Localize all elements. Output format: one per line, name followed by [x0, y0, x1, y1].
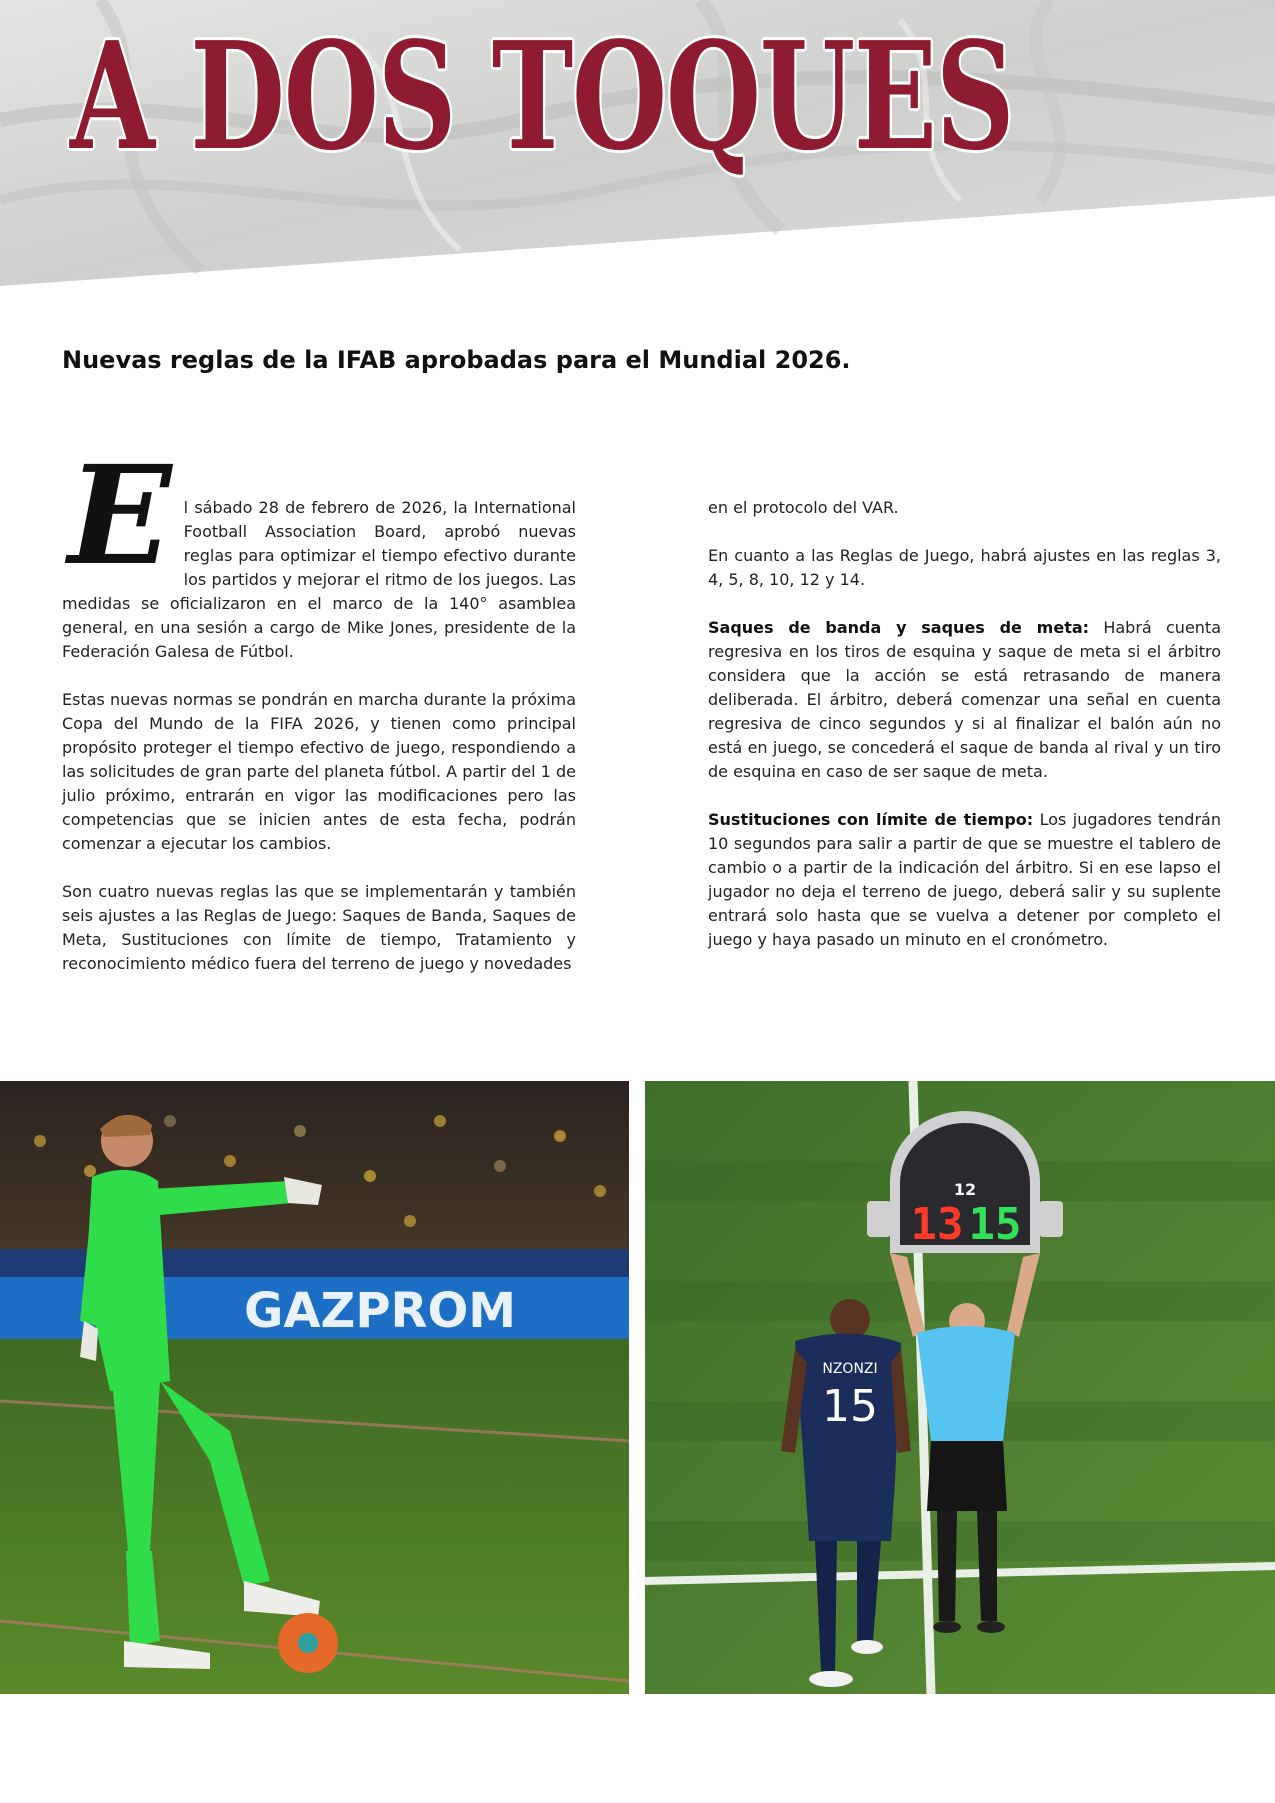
- goalkeeper-photo: [0, 1081, 629, 1694]
- paragraph-text: Los jugadores tendrán 10 segundos para salir a partir de que se muestre el tablero de cambio o a partir de la indicación del árbitro. Si en ese lapso el jugador no deja el terreno de juego, deberá salir y su suplente entrará solo hasta que se vuelva a detener por completo el juego y haya pasado un minuto en el cronómetro.: [708, 810, 1221, 949]
- board-out-number: 13: [910, 1199, 964, 1250]
- article-left-column: [62, 436, 576, 976]
- paragraph-lead: Saques de banda y saques de meta:: [708, 618, 1090, 637]
- article-paragraph: Estas nuevas normas se pondrán en marcha durante la próxima Copa del Mundo de la FIFA 2026, y tienen como principal propósito proteger el tiempo efectivo de juego, respondiendo a las solicitudes de gran parte del planeta fútbol. A partir del 1 de julio próximo, entrarán en vigor las modificaciones pero las competencias que se inicien antes de esta fecha, podrán comenzar a ejecutar los cambios.: [62, 690, 576, 853]
- article-right-column: [708, 496, 1221, 952]
- drop-cap: E: [68, 436, 172, 596]
- article-paragraph: [62, 436, 576, 664]
- masthead-title: A DOS TOQUES: [70, 9, 1014, 183]
- article-paragraph: En cuanto a las Reglas de Juego, habrá ajustes en las reglas 3, 4, 5, 8, 10, 12 y 14.: [708, 546, 1221, 589]
- article-paragraph: Son cuatro nuevas reglas las que se implementarán y también seis ajustes a las Reglas de Juego: Saques de Banda, Saques de Meta, Sustituciones con límite de tiempo, Tratamiento y reconocimiento médico fuera del terreno de juego y novedades: [62, 882, 576, 973]
- paragraph-text: Habrá cuenta regresiva en los tiros de esquina y saque de meta si el árbitro considera que la acción se está retrasando de manera deliberada. El árbitro, deberá comenzar una señal en cuenta regresiva de cinco segundos y si al finalizar el balón aún no está en juego, se concederá el saque de banda al rival y un tiro de esquina en caso de ser saque de meta.: [708, 618, 1222, 781]
- paragraph-text: l sábado 28 de febrero de 2026, la International Football Association Board, aprobó nuevas reglas para optimizar el tiempo efectivo durante los partidos y mejorar el ritmo de los juegos. Las medidas se oficializaron en el marco de la 140° asamblea general, en una sesión a cargo de Mike Jones, presidente de la Federación Galesa de Fútbol.: [62, 498, 576, 661]
- stadium-banner: GAZPROM: [243, 1283, 517, 1339]
- article-paragraph: [708, 616, 1221, 784]
- player-name: NZONZI: [822, 1361, 878, 1377]
- substitution-photo: [645, 1081, 1275, 1694]
- article-subtitle: Nuevas reglas de la IFAB aprobadas para el Mundial 2026.: [62, 346, 851, 374]
- player-number: 15: [822, 1381, 878, 1432]
- article-paragraph: [708, 808, 1221, 952]
- board-top-number: 12: [953, 1180, 977, 1199]
- board-in-number: 15: [968, 1199, 1022, 1250]
- article-paragraph: en el protocolo del VAR.: [708, 498, 899, 517]
- paragraph-lead: Sustituciones con límite de tiempo:: [708, 810, 1034, 829]
